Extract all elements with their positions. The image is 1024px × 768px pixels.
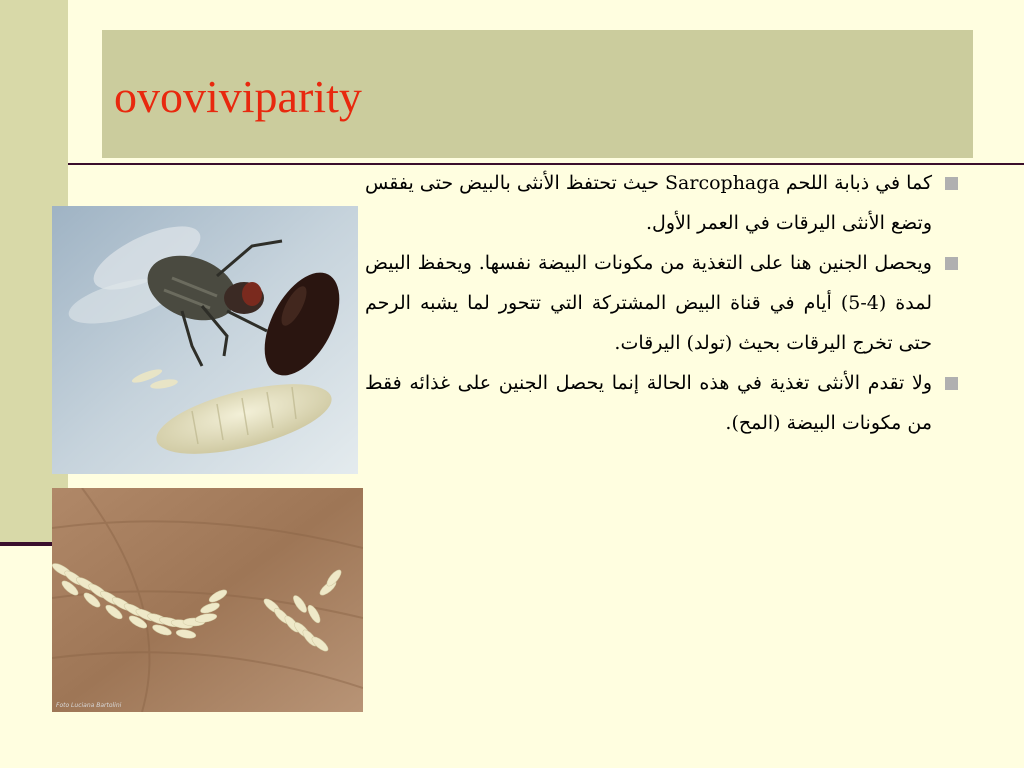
- bullet-item: [365, 243, 962, 363]
- bullet-text: ويحصل الجنين هنا على التغذية من مكونات البيضة نفسها. ويحفظ البيض لمدة (4-5) أيام في قناة البيض المشتركة التي تتحور لما يشبه الرحم حتى تخرج اليرقات بحيث (تولد) اليرقات.: [365, 252, 932, 354]
- bullet-list: [365, 163, 962, 443]
- square-bullet-icon: [945, 177, 958, 190]
- bullet-item: [365, 163, 962, 243]
- bullet-text: كما في ذبابة اللحم Sarcophaga حيث تحتفظ الأنثى بالبيض حتى يفقس وتضع الأنثى اليرقات في العمر الأول.: [365, 172, 932, 234]
- title-box: [102, 30, 973, 158]
- photo-credit: Foto Luciana Bartolini: [56, 702, 122, 709]
- larvae-on-wood-photo: [52, 488, 363, 712]
- square-bullet-icon: [945, 377, 958, 390]
- bullet-item: [365, 363, 962, 443]
- square-bullet-icon: [945, 257, 958, 270]
- fly-larva-photo: [52, 206, 358, 474]
- slide-title: ovoviviparity: [114, 71, 362, 122]
- bullet-text: ولا تقدم الأنثى تغذية في هذه الحالة إنما يحصل الجنين على غذائه فقط من مكونات البيضة (المح).: [365, 372, 932, 434]
